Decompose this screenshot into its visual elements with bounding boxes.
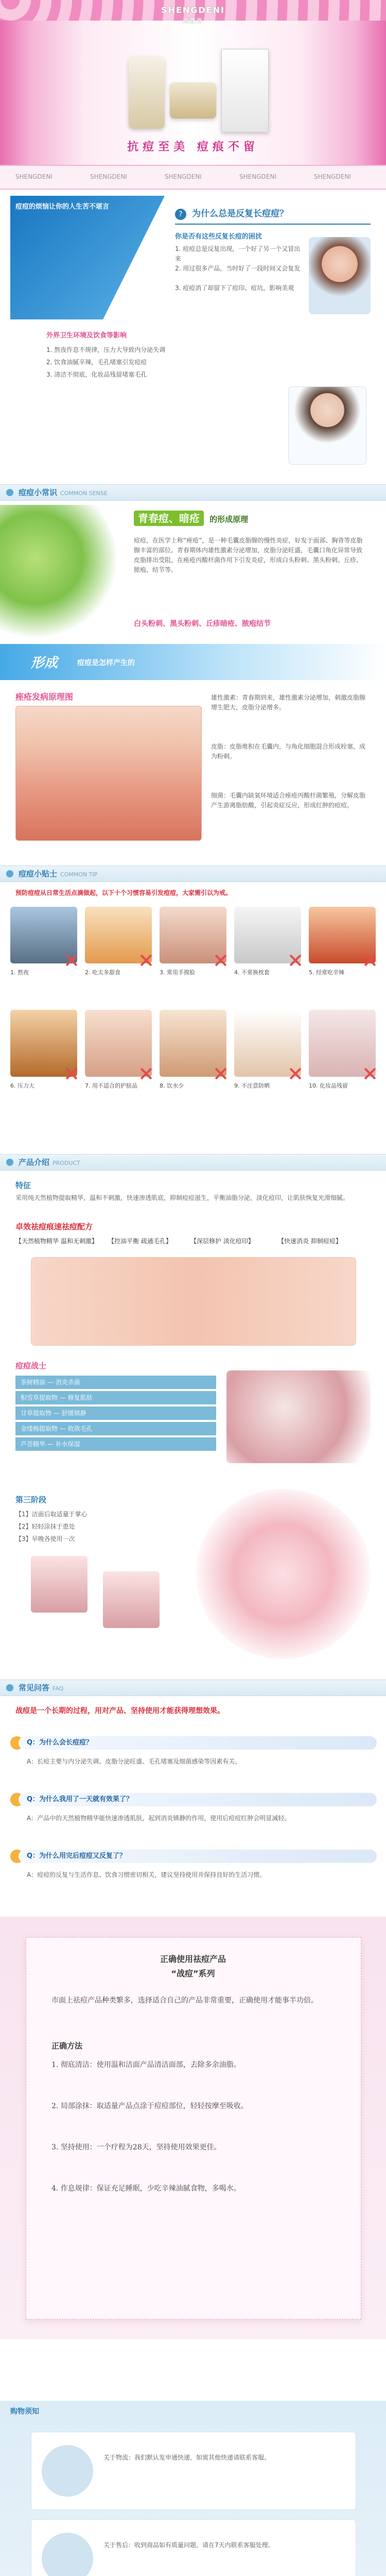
letter-step: 4. 作息规律：保证充足睡眠，少吃辛辣油腻食物，多喝水。 — [51, 2184, 241, 2193]
woman-photo — [309, 237, 371, 314]
tips-lead: 预防痘痘从日常生活点滴做起，以下十个习惯容易引发痘痘，大家需引以为戒。 — [15, 889, 232, 896]
ingredient-item: 茶树精油 — 消炎杀菌 — [15, 1376, 216, 1389]
stage-title: 第三阶段 — [15, 1495, 47, 1504]
formation-p1: 雄性激素：青春期到来，雄性激素分泌增加，刺激皮脂腺增生肥大，皮脂分泌增多。 — [211, 694, 366, 711]
intro-quote: 痘痘的烦恼让你的人生苦不堪言 — [15, 203, 110, 211]
skin-before-after — [31, 1257, 356, 1346]
usage-step: 【3】早晚各使用一次 — [15, 1535, 75, 1543]
ingredient-item: 芦荟精华 — 补水保湿 — [15, 1437, 216, 1451]
ingredient-title: 痘痘战士 — [15, 1361, 47, 1370]
nav-item[interactable]: SHENGDENI — [165, 173, 202, 180]
faq-question[interactable]: Q：为什么我用了一天就有效果了？ — [19, 1793, 377, 1806]
formation-p2: 皮脂：皮脂堆积在毛囊内，与角化细胞混合形成栓塞，成为粉刺。 — [211, 743, 366, 760]
feature-item: 【深层修护 淡化痘印】 — [190, 1238, 254, 1245]
section-bar-product: 产品介绍 PRODUCT — [0, 1154, 386, 1171]
tip-photo — [85, 1010, 152, 1077]
formation-title: 痘痘是怎样产生的 — [77, 659, 135, 667]
shopping-bar: 购物须知 — [10, 2408, 39, 2416]
usage-photo-b — [103, 1571, 160, 1628]
faq-question[interactable]: Q：为什么会长痘痘？ — [19, 1736, 377, 1750]
knowledge-title: 青春痘、暗疮 的形成原理 — [134, 510, 248, 525]
tip-photo — [309, 1010, 376, 1077]
intro-subq1: 你是否有这些反复长痘的困扰 — [175, 233, 262, 241]
tip-caption: 3. 常用手摸脸 — [160, 969, 195, 976]
tip-caption: 5. 经常吃辛辣 — [309, 969, 344, 976]
letter-step: 2. 局部涂抹：取适量产品点涂于痘痘部位，轻轻按摩至吸收。 — [51, 2102, 248, 2110]
product-red-title: 卓效祛痘痕速祛痘配方 — [15, 1222, 93, 1231]
section-bar-faq: 常见问答 FAQ — [0, 1680, 386, 1696]
usage-photo-a — [31, 1556, 87, 1613]
tip-photo — [160, 1010, 226, 1077]
product-bottle — [129, 57, 165, 129]
section-dot-icon — [6, 1684, 13, 1691]
intro-point: 1. 熬夜作息不规律，压力大导致内分泌失调 — [46, 346, 166, 353]
product-jar — [170, 82, 216, 118]
nav-strip — [0, 165, 386, 190]
tip-photo — [234, 1010, 301, 1077]
ingredient-item: 甘草提取物 — 舒缓镇静 — [15, 1406, 216, 1420]
shopping-text: 关于售后：收到商品如有质量问题，请在7天内联系客服处理。 — [103, 2541, 274, 2549]
letter-step: 1. 彻底清洁：使用温和洁面产品清洁面部，去除多余油脂。 — [51, 2061, 241, 2069]
faq-question[interactable]: Q：为什么用完后痘痘又反复了？ — [19, 1850, 377, 1863]
letter-title2: “战痘”系列 — [171, 1969, 215, 1978]
intro-point: 2. 用过很多产品，当时好了一段时间又会复发 — [175, 265, 301, 272]
formation-p3: 细菌：毛囊内缺氧环境适合痤疮丙酸杆菌繁殖，分解皮脂产生游离脂肪酸，引起炎症反应，形成红肿的痘痘。 — [211, 792, 366, 809]
tip-caption: 1. 熬夜 — [10, 969, 29, 976]
letter-title: 正确使用祛痘产品 — [160, 1954, 226, 1964]
knowledge-body: 痘痘，在医学上称“痤疮”，是一种毛囊皮脂腺的慢性炎症，好发于面部、胸背等皮脂腺丰富的部位。青春期体内雄性激素分泌增加，皮脂分泌旺盛，毛囊口角化异常导致皮脂排出受阻，在痤疮丙酸杆菌作用下引发炎症，形成白头粉刺、黑头粉刺、丘疹、脓疱、结节等。 — [134, 537, 363, 573]
feature-item: 【天然植物精华 温和无刺激】 — [15, 1238, 98, 1245]
section-dot-icon — [6, 489, 13, 496]
tip-caption: 4. 不常换枕套 — [234, 969, 270, 976]
faq-answer: A：产品中的天然植物精华能快速渗透肌肤，起到消炎镇静的作用，使用后痘痘红肿会明显减轻。 — [27, 1815, 291, 1822]
product-title: 特征 — [15, 1181, 31, 1190]
faq-answer: A：长痘主要与内分泌失调、皮脂分泌旺盛、毛孔堵塞及细菌感染等因素有关。 — [27, 1758, 241, 1765]
usage-step: 【1】洁面后取适量于掌心 — [15, 1511, 87, 1518]
letter-panel — [0, 1917, 386, 2339]
skin-diagram — [15, 706, 202, 841]
shopping-card — [31, 2519, 356, 2576]
intro-point: 3. 痘痘消了却留下了痘印、痘坑，影响美观 — [175, 284, 294, 292]
question-heading: ? 为什么总是反复长痘痘？ — [175, 206, 371, 225]
intro-point: 3. 清洁不彻底，化妆品残留堵塞毛孔 — [46, 371, 147, 378]
feature-item: 【快速消炎 抑制痘痘】 — [278, 1238, 342, 1245]
brand-logo: SHENGDENI 尚蔻亚 — [161, 5, 225, 24]
product-box — [221, 49, 269, 132]
shopping-icon — [42, 2533, 93, 2576]
ingredient-item: 积雪草提取物 — 修复肌肤 — [15, 1391, 216, 1404]
question-icon: ? — [175, 209, 186, 220]
product-body: 采用纯天然植物提取精华，温和不刺激，快速渗透肌底，抑制痘痘滋生，平衡油脂分泌，淡化痘印，让肌肤恢复光滑细腻。 — [15, 1194, 349, 1201]
nav-item[interactable]: SHENGDENI — [314, 173, 351, 180]
intro-triangle — [10, 196, 165, 319]
stage-label: 痤疮发病原理图 — [15, 692, 74, 702]
faq-answer: A：痘痘的反复与生活作息、饮食习惯密切相关，建议坚持使用并保持良好的生活习惯。 — [27, 1871, 266, 1878]
ingredient-item: 金缕梅提取物 — 收敛毛孔 — [15, 1422, 216, 1435]
nav-item[interactable]: SHENGDENI — [239, 173, 276, 180]
knowledge-keywords: 白头粉刺、黑头粉刺、丘疹暗疮、脓疱结节 — [134, 620, 271, 628]
faq-lead: 战痘是一个长期的过程，用对产品、坚持使用才能获得理想效果。 — [15, 1707, 224, 1715]
nav-item[interactable]: SHENGDENI — [15, 173, 52, 180]
feature-item: 【控油平衡 疏通毛孔】 — [108, 1238, 172, 1245]
section-bar-tips: 痘痘小贴士 COMMON TIP — [0, 866, 386, 882]
section-bar-knowledge: 痘痘小常识 COMMON SENSE — [0, 484, 386, 501]
doctor-photo — [288, 386, 366, 465]
ingredient-photo — [226, 1370, 371, 1463]
leaf-decoration — [0, 505, 118, 639]
letter-sub: 正确方法 — [51, 2041, 83, 2050]
section-dot-icon — [6, 1159, 13, 1166]
intro-point: 2. 饮食油腻辛辣，毛孔堵塞引发痘痘 — [46, 359, 147, 366]
header-banner — [0, 0, 386, 165]
tip-caption: 6. 压力大 — [10, 1082, 34, 1089]
intro-subq2: 外界卫生环境及饮食等影响 — [46, 332, 127, 340]
tip-caption: 8. 饮水少 — [160, 1082, 184, 1089]
tip-caption: 10. 化妆品残留 — [309, 1082, 348, 1089]
usage-diagram — [196, 1489, 371, 1659]
tip-caption: 7. 用不适合的护肤品 — [85, 1082, 137, 1089]
shopping-icon — [42, 2445, 93, 2497]
section-dot-icon — [6, 870, 13, 877]
formation-tag: 形成 — [31, 655, 58, 671]
shopping-panel — [0, 2401, 386, 2576]
usage-step: 【2】轻轻涂抹于患处 — [15, 1523, 75, 1530]
letter-para: 市面上祛痘产品种类繁多，选择适合自己的产品非常重要，正确使用才能事半功倍。 — [51, 1996, 318, 2005]
intro-point: 1. 痘痘总是反复出现，一个好了另一个又冒出来 — [175, 245, 301, 262]
intro-section — [0, 196, 386, 474]
tip-caption: 2. 吃太多甜食 — [85, 969, 120, 976]
letter-step: 3. 坚持使用：一个疗程为28天，坚持使用效果更佳。 — [51, 2143, 221, 2151]
shopping-text: 关于物流：我们默认发申通快递，如需其他快递请联系客服。 — [103, 2454, 271, 2461]
tip-caption: 9. 不注意防晒 — [234, 1082, 270, 1089]
nav-item[interactable]: SHENGDENI — [90, 173, 127, 180]
tip-photo — [10, 1010, 77, 1077]
formation-banner — [0, 644, 386, 680]
shopping-card — [31, 2432, 356, 2510]
header-subtitle: 抗痘至美 痘痕不留 — [127, 141, 259, 154]
